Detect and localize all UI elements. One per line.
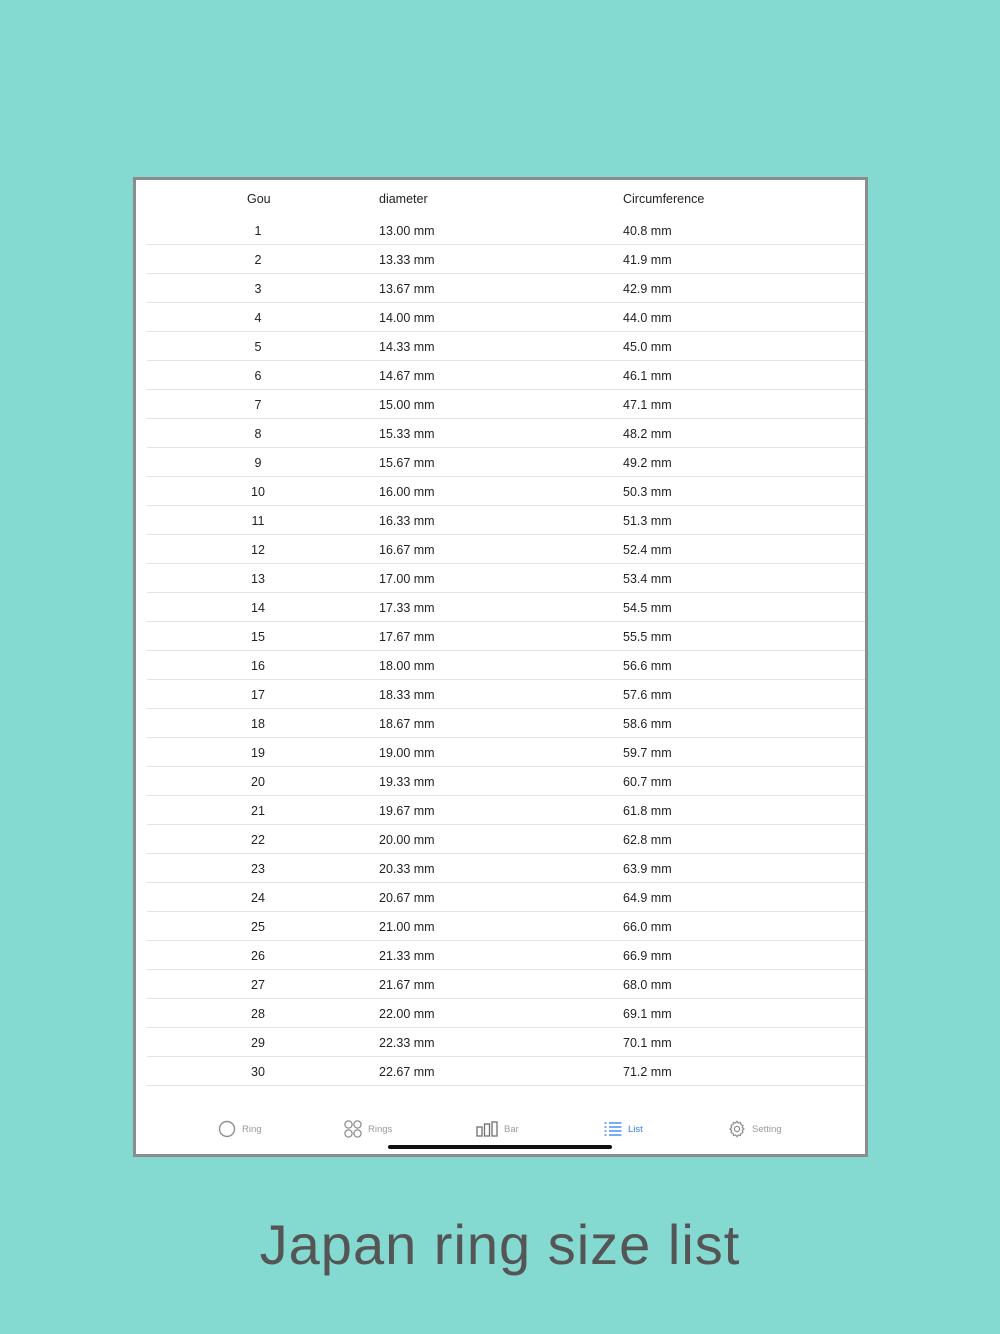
cell-circumference: 63.9 mm bbox=[623, 862, 672, 876]
header-circumference: Circumference bbox=[623, 192, 705, 206]
cell-circumference: 66.0 mm bbox=[623, 920, 672, 934]
cell-diameter: 16.33 mm bbox=[379, 514, 435, 528]
cell-circumference: 45.0 mm bbox=[623, 340, 672, 354]
cell-gou: 10 bbox=[251, 485, 265, 499]
list-icon bbox=[604, 1121, 622, 1137]
cell-gou: 13 bbox=[251, 572, 265, 586]
cell-diameter: 20.00 mm bbox=[379, 833, 435, 847]
cell-gou: 17 bbox=[251, 688, 265, 702]
cell-diameter: 15.33 mm bbox=[379, 427, 435, 441]
cell-circumference: 58.6 mm bbox=[623, 717, 672, 731]
tab-rings[interactable] bbox=[344, 1116, 392, 1142]
table-row bbox=[147, 361, 865, 390]
cell-diameter: 13.33 mm bbox=[379, 253, 435, 267]
cell-gou: 5 bbox=[254, 340, 262, 354]
cell-gou: 21 bbox=[251, 804, 265, 818]
table-row bbox=[147, 738, 865, 767]
table-row bbox=[147, 912, 865, 941]
cell-diameter: 14.67 mm bbox=[379, 369, 435, 383]
table-row bbox=[147, 448, 865, 477]
table-row bbox=[147, 941, 865, 970]
cell-diameter: 14.00 mm bbox=[379, 311, 435, 325]
table-row bbox=[147, 390, 865, 419]
cell-circumference: 61.8 mm bbox=[623, 804, 672, 818]
cell-circumference: 52.4 mm bbox=[623, 543, 672, 557]
table-row bbox=[147, 593, 865, 622]
table-row bbox=[147, 245, 865, 274]
tab-list-label: List bbox=[628, 1123, 643, 1135]
size-table bbox=[136, 216, 865, 1086]
table-row bbox=[147, 332, 865, 361]
cell-gou: 18 bbox=[251, 717, 265, 731]
cell-diameter: 17.67 mm bbox=[379, 630, 435, 644]
cell-gou: 1 bbox=[254, 224, 262, 238]
cell-circumference: 59.7 mm bbox=[623, 746, 672, 760]
cell-diameter: 18.33 mm bbox=[379, 688, 435, 702]
tab-rings-label: Rings bbox=[368, 1123, 393, 1135]
cell-gou: 29 bbox=[251, 1036, 265, 1050]
cell-diameter: 21.33 mm bbox=[379, 949, 435, 963]
cell-circumference: 40.8 mm bbox=[623, 224, 672, 238]
cell-gou: 22 bbox=[251, 833, 265, 847]
table-row bbox=[147, 680, 865, 709]
cell-circumference: 69.1 mm bbox=[623, 1007, 672, 1021]
tab-setting-label: Setting bbox=[752, 1123, 782, 1135]
cell-circumference: 44.0 mm bbox=[623, 311, 672, 325]
cell-gou: 15 bbox=[251, 630, 265, 644]
tab-bar-chart[interactable] bbox=[476, 1116, 519, 1142]
cell-diameter: 21.67 mm bbox=[379, 978, 435, 992]
tab-list[interactable] bbox=[604, 1116, 643, 1142]
tab-ring-label: Ring bbox=[242, 1123, 262, 1135]
cell-circumference: 50.3 mm bbox=[623, 485, 672, 499]
cell-circumference: 62.8 mm bbox=[623, 833, 672, 847]
cell-diameter: 22.33 mm bbox=[379, 1036, 435, 1050]
cell-gou: 12 bbox=[251, 543, 265, 557]
cell-diameter: 13.00 mm bbox=[379, 224, 435, 238]
table-header bbox=[136, 180, 865, 216]
table-row bbox=[147, 825, 865, 854]
cell-diameter: 22.67 mm bbox=[379, 1065, 435, 1079]
cell-circumference: 60.7 mm bbox=[623, 775, 672, 789]
table-row bbox=[147, 854, 865, 883]
cell-diameter: 13.67 mm bbox=[379, 282, 435, 296]
table-row bbox=[147, 1057, 865, 1086]
gear-icon bbox=[728, 1120, 746, 1138]
table-row bbox=[147, 564, 865, 593]
cell-gou: 2 bbox=[254, 253, 262, 267]
cell-gou: 8 bbox=[254, 427, 262, 441]
cell-gou: 23 bbox=[251, 862, 265, 876]
cell-circumference: 64.9 mm bbox=[623, 891, 672, 905]
cell-gou: 9 bbox=[254, 456, 262, 470]
bar-icon bbox=[476, 1121, 498, 1137]
tab-bar bbox=[136, 1116, 865, 1142]
table-row bbox=[147, 274, 865, 303]
caption: Japan ring size list bbox=[259, 1213, 741, 1276]
table-row bbox=[147, 970, 865, 999]
cell-gou: 30 bbox=[251, 1065, 265, 1079]
cell-gou: 4 bbox=[254, 311, 262, 325]
cell-gou: 25 bbox=[251, 920, 265, 934]
cell-diameter: 16.00 mm bbox=[379, 485, 435, 499]
cell-diameter: 22.00 mm bbox=[379, 1007, 435, 1021]
header-diameter: diameter bbox=[379, 192, 428, 206]
cell-gou: 20 bbox=[251, 775, 265, 789]
cell-diameter: 17.00 mm bbox=[379, 572, 435, 586]
cell-circumference: 53.4 mm bbox=[623, 572, 672, 586]
cell-gou: 14 bbox=[251, 601, 265, 615]
cell-diameter: 17.33 mm bbox=[379, 601, 435, 615]
cell-circumference: 68.0 mm bbox=[623, 978, 672, 992]
cell-gou: 16 bbox=[251, 659, 265, 673]
table-row bbox=[147, 1028, 865, 1057]
cell-circumference: 46.1 mm bbox=[623, 369, 672, 383]
header-gou: Gou bbox=[247, 192, 271, 206]
table-row bbox=[147, 622, 865, 651]
table-row bbox=[147, 216, 865, 245]
table-row bbox=[147, 767, 865, 796]
cell-gou: 3 bbox=[254, 282, 262, 296]
cell-circumference: 71.2 mm bbox=[623, 1065, 672, 1079]
cell-gou: 24 bbox=[251, 891, 265, 905]
cell-gou: 11 bbox=[251, 514, 265, 528]
table-row bbox=[147, 477, 865, 506]
tab-setting[interactable] bbox=[728, 1116, 782, 1142]
table-row bbox=[147, 883, 865, 912]
cell-diameter: 20.33 mm bbox=[379, 862, 435, 876]
cell-diameter: 19.67 mm bbox=[379, 804, 435, 818]
cell-circumference: 57.6 mm bbox=[623, 688, 672, 702]
cell-circumference: 66.9 mm bbox=[623, 949, 672, 963]
cell-gou: 27 bbox=[251, 978, 265, 992]
cell-diameter: 18.00 mm bbox=[379, 659, 435, 673]
cell-gou: 26 bbox=[251, 949, 265, 963]
cell-circumference: 47.1 mm bbox=[623, 398, 672, 412]
four-circles-icon bbox=[344, 1120, 362, 1138]
cell-diameter: 20.67 mm bbox=[379, 891, 435, 905]
cell-circumference: 41.9 mm bbox=[623, 253, 672, 267]
cell-diameter: 15.67 mm bbox=[379, 456, 435, 470]
cell-diameter: 19.00 mm bbox=[379, 746, 435, 760]
cell-gou: 7 bbox=[254, 398, 262, 412]
table-row bbox=[147, 651, 865, 680]
cell-gou: 19 bbox=[251, 746, 265, 760]
cell-diameter: 14.33 mm bbox=[379, 340, 435, 354]
tab-ring[interactable] bbox=[218, 1116, 262, 1142]
cell-circumference: 42.9 mm bbox=[623, 282, 672, 296]
table-row bbox=[147, 303, 865, 332]
cell-gou: 6 bbox=[254, 369, 262, 383]
table-row bbox=[147, 999, 865, 1028]
cell-circumference: 49.2 mm bbox=[623, 456, 672, 470]
cell-diameter: 19.33 mm bbox=[379, 775, 435, 789]
table-row bbox=[147, 419, 865, 448]
cell-circumference: 70.1 mm bbox=[623, 1036, 672, 1050]
table-row bbox=[147, 796, 865, 825]
table-row bbox=[147, 506, 865, 535]
circle-icon bbox=[218, 1120, 236, 1138]
table-row bbox=[147, 535, 865, 564]
cell-diameter: 18.67 mm bbox=[379, 717, 435, 731]
cell-circumference: 55.5 mm bbox=[623, 630, 672, 644]
cell-circumference: 54.5 mm bbox=[623, 601, 672, 615]
device-screen bbox=[133, 177, 868, 1157]
home-indicator bbox=[388, 1145, 612, 1149]
table-row bbox=[147, 709, 865, 738]
cell-circumference: 56.6 mm bbox=[623, 659, 672, 673]
cell-diameter: 16.67 mm bbox=[379, 543, 435, 557]
tab-bar-label: Bar bbox=[504, 1123, 519, 1135]
cell-gou: 28 bbox=[251, 1007, 265, 1021]
cell-diameter: 15.00 mm bbox=[379, 398, 435, 412]
cell-circumference: 48.2 mm bbox=[623, 427, 672, 441]
cell-circumference: 51.3 mm bbox=[623, 514, 672, 528]
cell-diameter: 21.00 mm bbox=[379, 920, 435, 934]
